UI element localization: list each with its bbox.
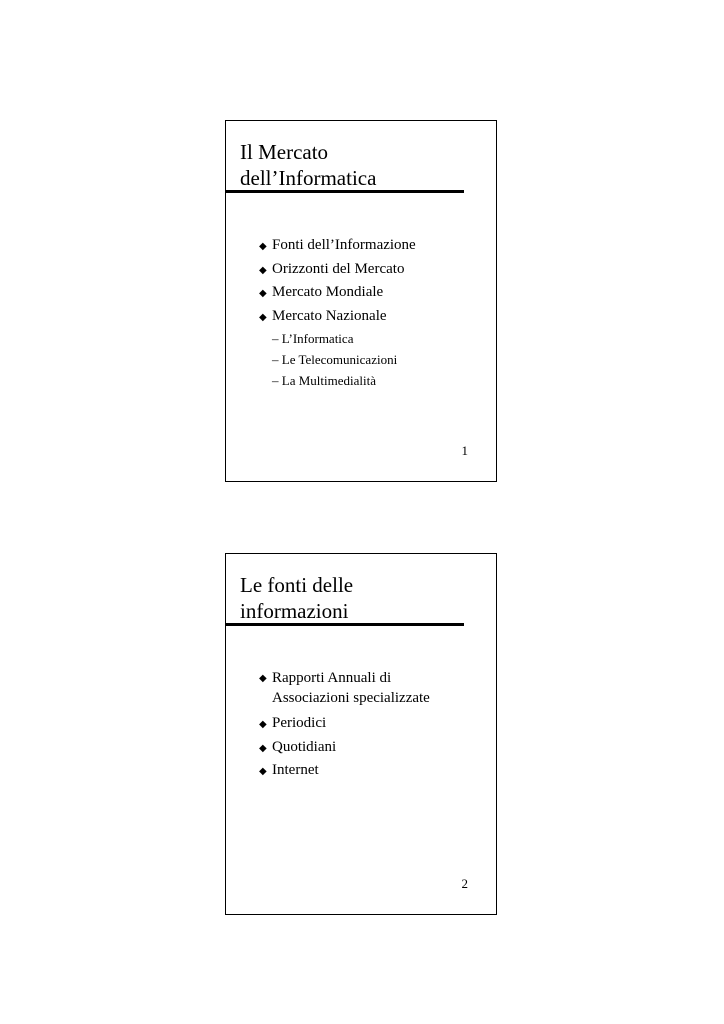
bullet-text: Mercato Nazionale [272,307,387,324]
title-underline [226,190,464,193]
bullet-text: Orizzonti del Mercato [272,260,405,277]
diamond-bullet-icon: ◆ [259,766,267,777]
bullet-item [259,305,416,392]
bullet-text: Periodici [272,715,327,731]
sub-bullet-item: – La Multimedialità [272,373,376,388]
diamond-bullet-icon: ◆ [259,311,267,323]
diamond-bullet-icon: ◆ [259,673,267,684]
title-underline [226,623,464,626]
bullet-text-continuation: Associazioni specializzate [272,690,430,706]
bullet-item [259,712,430,736]
bullet-item [259,668,430,708]
sub-bullet-item: – L’Informatica [272,331,354,346]
bullet-text: Mercato Mondiale [272,284,384,300]
slide-page-number: 1 [461,443,468,458]
bullet-text: Fonti dell’Informazione [272,237,416,253]
slide-title-line-1: Le fonti delle [240,573,354,597]
bullet-list [259,234,416,391]
slide-title [240,139,376,191]
slide-title [240,572,353,624]
bullet-item [259,258,416,282]
diamond-bullet-icon: ◆ [259,288,267,299]
diamond-bullet-icon: ◆ [259,742,267,754]
bullet-item [259,759,430,783]
diamond-bullet-icon: ◆ [259,719,267,730]
slide-2 [225,553,497,915]
sub-bullet-list [259,328,416,391]
diamond-bullet-icon: ◆ [259,241,267,252]
bullet-text: Rapporti Annuali di [272,670,392,686]
bullet-item [259,736,430,760]
bullet-item [259,281,416,305]
diamond-bullet-icon: ◆ [259,264,267,276]
slide-page-number: 2 [461,876,468,891]
slide-title-line-1: Il Mercato [240,140,329,164]
bullet-item [259,234,416,258]
bullet-text: Internet [272,762,319,778]
slide-1 [225,120,497,482]
bullet-list [259,667,430,783]
slide-title-line-2: dell’Informatica [240,166,377,190]
slide-title-line-2: informazioni [240,599,349,623]
sub-bullet-item: – Le Telecomunicazioni [272,352,398,367]
bullet-text: Quotidiani [272,738,337,755]
